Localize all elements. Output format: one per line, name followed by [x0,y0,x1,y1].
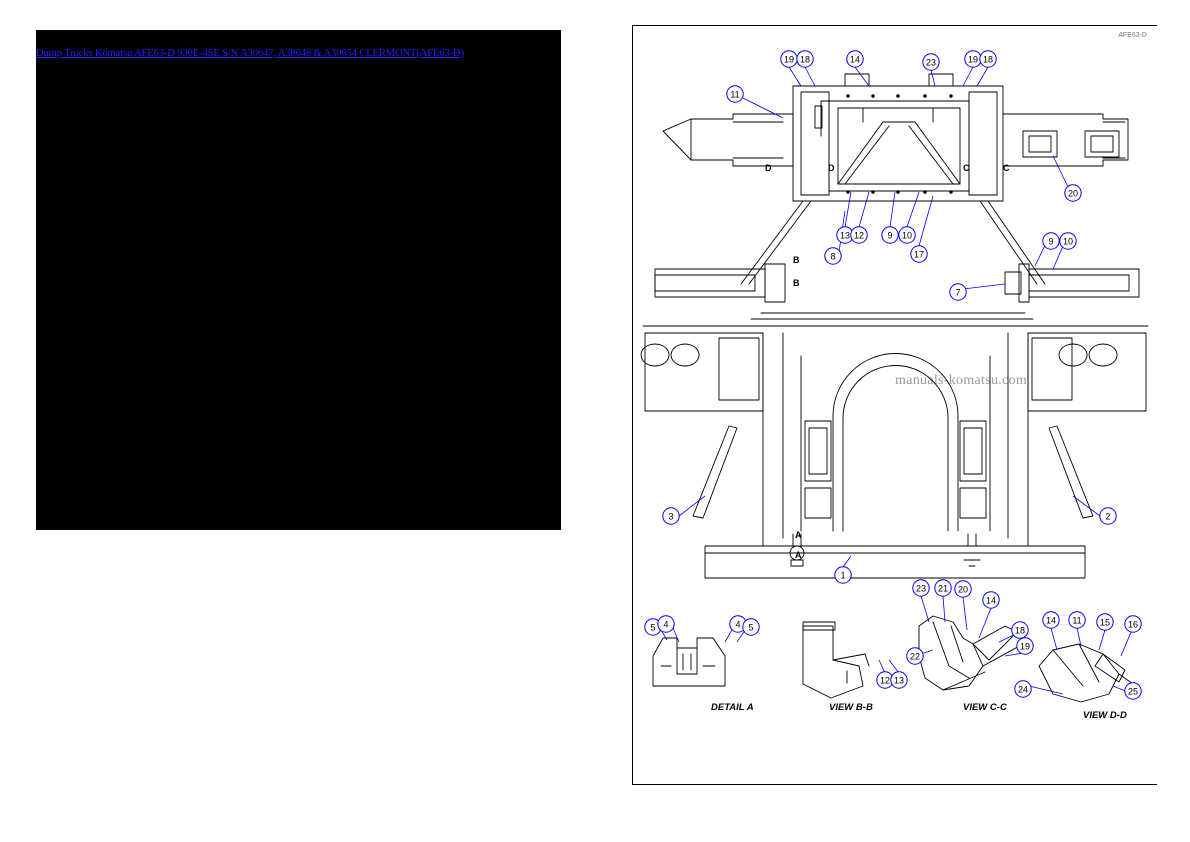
callout-number: 24 [1017,684,1029,695]
callout-number: 10 [1062,236,1074,247]
callout-balloon [907,648,923,664]
callout-number: 15 [1099,617,1111,628]
callout-balloon [797,51,813,67]
callout-number: 22 [909,651,921,662]
callout-balloon [965,51,981,67]
callout-number: 4 [735,619,741,630]
callout-number: 12 [853,230,865,241]
callout-number: 17 [913,249,925,260]
callout-number: 19 [783,54,795,65]
assembly-drawing [633,26,1157,785]
callout-balloon [727,86,743,102]
thumbnail-panel [36,30,561,530]
section-mark-label: C [963,163,970,173]
callout-number: 2 [1105,511,1111,522]
callout-number: 14 [985,595,997,606]
callout-balloon [658,616,674,632]
section-mark-label: B [793,255,800,265]
catalog-title-link[interactable]: Dump Trucks Komatsu AFE63-D 930E-4SE S/N A30647, A30648 & A30654 CLERMONT(AFE63-D) [36,48,464,59]
callout-balloon [835,567,851,583]
callout-number: 13 [839,230,851,241]
callout-number: 3 [668,511,674,522]
callout-balloon [743,619,759,635]
callout-number: 13 [893,675,905,686]
callout-number: 20 [957,584,969,595]
callout-number: 23 [925,57,937,68]
callout-number: 1 [840,570,846,581]
callout-balloon [882,227,898,243]
callout-number: 9 [1048,236,1054,247]
callout-balloon [1012,622,1028,638]
callout-balloon [1125,683,1141,699]
callout-balloon [847,51,863,67]
callout-number: 5 [748,622,754,633]
callout-number: 21 [937,583,949,594]
callout-balloon [825,248,841,264]
callout-balloon [1100,508,1116,524]
callout-balloon [935,580,951,596]
callout-balloon [1043,612,1059,628]
view-caption: VIEW B-B [829,702,873,713]
drawing-code-label: AFE63-D [1118,32,1147,39]
callout-balloon [1015,681,1031,697]
view-caption: VIEW D-D [1083,710,1127,721]
callout-balloon [913,580,929,596]
callout-number: 18 [982,54,994,65]
callout-number: 19 [967,54,979,65]
callout-balloon [955,581,971,597]
callout-balloon [1017,638,1033,654]
callout-balloon [950,284,966,300]
callout-balloon [1097,614,1113,630]
section-mark-label: A [795,550,802,560]
callout-number: 7 [955,287,961,298]
callout-number: 16 [1127,619,1139,630]
callout-balloon [923,54,939,70]
view-caption: DETAIL A [711,702,754,713]
callout-number: 18 [1014,625,1026,636]
callout-balloon [1043,233,1059,249]
callout-number: 23 [915,583,927,594]
watermark-text: manuals-komatsu.com [895,373,1028,388]
callout-number: 19 [1019,641,1031,652]
drawing-panel [632,25,1157,785]
callout-number: 20 [1067,188,1079,199]
callout-balloon [663,508,679,524]
section-mark-label: B [793,278,800,288]
callout-number: 14 [849,54,861,65]
callout-balloon [911,246,927,262]
callout-number: 25 [1127,686,1139,697]
callout-balloon [781,51,797,67]
view-caption: VIEW C-C [963,702,1007,713]
callout-number: 14 [1045,615,1057,626]
callout-number: 4 [663,619,669,630]
callout-balloon [1125,616,1141,632]
callout-number: 8 [830,251,836,262]
section-mark-label: D [765,163,772,173]
callout-balloon [1060,233,1076,249]
callout-number: 12 [879,675,891,686]
callout-number: 18 [799,54,811,65]
callout-number: 11 [730,89,740,100]
callout-number: 10 [901,230,913,241]
callout-number: 11 [1072,615,1082,626]
section-mark-label: A [795,530,802,540]
callout-number: 5 [650,622,656,633]
callout-balloon [980,51,996,67]
section-mark-label: C [1003,163,1010,173]
callout-balloon [1069,612,1085,628]
callout-balloon [1065,185,1081,201]
callout-balloon [899,227,915,243]
callout-balloon [851,227,867,243]
callout-number: 9 [887,230,893,241]
section-mark-label: D [828,163,835,173]
callout-balloon [891,672,907,688]
callout-balloon [983,592,999,608]
